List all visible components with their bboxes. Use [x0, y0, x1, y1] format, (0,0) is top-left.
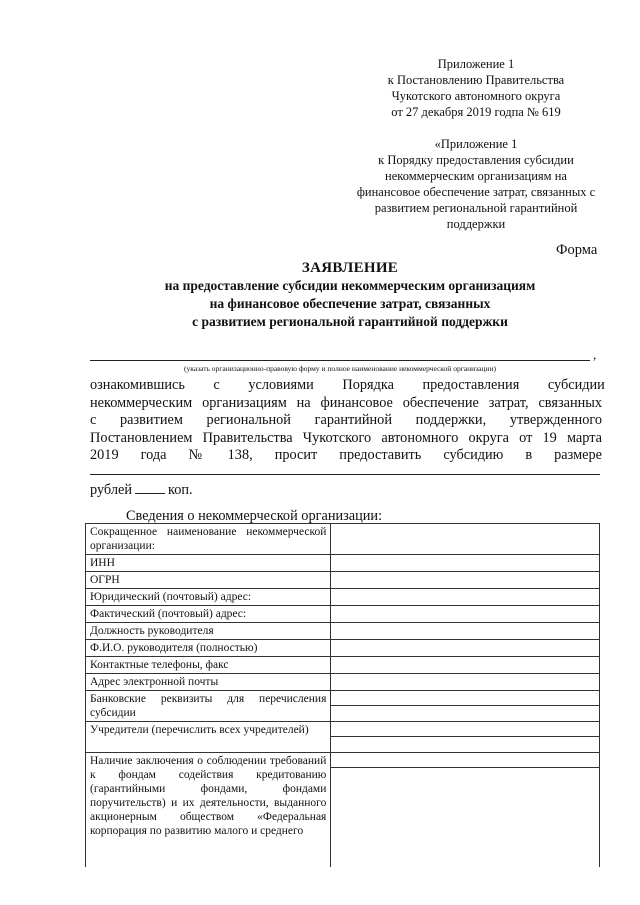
table-row	[86, 674, 600, 691]
table-label-cell: ОГРН	[86, 572, 331, 589]
organization-name-comma: ,	[593, 347, 597, 362]
body-line: некоммерческим организациям на финансовое обеспечение затрат, связанных	[90, 394, 602, 411]
kopecks-label: коп.	[167, 482, 193, 498]
title-line: на финансовое обеспечение затрат, связанных	[209, 296, 491, 311]
appendix1-line: от 27 декабря 2019 годпа № 619	[391, 105, 561, 119]
value-cell-divider	[331, 736, 599, 737]
application-body-text	[90, 377, 605, 465]
organization-info-table	[85, 523, 600, 867]
table-value-cell[interactable]	[331, 640, 600, 657]
rubles-kopecks-line	[90, 480, 193, 499]
organization-name-hint: (указать организационно-правовую форму и полное наименование некоммерческой организации)	[184, 364, 496, 373]
table-label-cell: Контактные телефоны, факс	[86, 657, 331, 674]
table-row	[86, 589, 600, 606]
organization-name-field[interactable]	[90, 350, 590, 361]
table-value-cell[interactable]	[331, 606, 600, 623]
table-label-cell: Должность руководителя	[86, 623, 331, 640]
table-label-cell: Фактический (почтовый) адрес:	[86, 606, 331, 623]
form-label: Форма	[556, 242, 598, 258]
table-label-cell: Банковские реквизиты для перечисления субсидии	[86, 691, 331, 722]
table-row	[86, 606, 600, 623]
table-row	[86, 555, 600, 572]
document-title	[60, 259, 640, 331]
value-cell-divider	[331, 767, 599, 768]
body-line: ознакомившись с условиями Порядка предоставления субсидии	[90, 377, 605, 393]
table-value-cell[interactable]	[331, 589, 600, 606]
appendix2-line: к Порядку предоставления субсидии	[378, 153, 574, 167]
table-value-cell[interactable]	[331, 572, 600, 589]
table-label-cell: Ф.И.О. руководителя (полностью)	[86, 640, 331, 657]
subsidy-amount-field[interactable]	[90, 469, 600, 475]
table-label-cell: Наличие заключения о соблюдении требований к фондам содействия кредитованию (гарантийными фондами, фондами поручительств) и их деятельности, выданного акционерным обществом «Федеральная корпорация по развитию малого и среднего	[86, 753, 331, 868]
title-line: на предоставление субсидии некоммерческим организациям	[164, 278, 536, 293]
appendix1-line: Приложение 1	[437, 57, 515, 71]
appendix2-line: некоммерческим организациям на	[385, 169, 567, 183]
appendix2-line: «Приложение 1	[434, 137, 518, 151]
table-row	[86, 572, 600, 589]
body-line: Постановлением Правительства Чукотского автономного округа от 19 марта	[90, 429, 602, 446]
table-label-cell: ИНН	[86, 555, 331, 572]
table-value-cell[interactable]	[331, 753, 600, 868]
table-value-cell[interactable]	[331, 674, 600, 691]
body-line: с развитием региональной гарантийной поддержки, утвержденного	[90, 412, 602, 428]
table-row	[86, 753, 600, 868]
table-label-cell: Адрес электронной почты	[86, 674, 331, 691]
appendix2-line: поддержки	[446, 217, 506, 231]
appendix2-line: финансовое обеспечение затрат, связанных с	[356, 185, 596, 199]
value-cell-divider	[331, 705, 599, 706]
title-line: с развитием региональной гарантийной поддержки	[192, 314, 508, 329]
table-row	[86, 623, 600, 640]
table-row	[86, 640, 600, 657]
appendix-header-resolution	[356, 56, 596, 120]
table-row	[86, 691, 600, 722]
table-value-cell[interactable]	[331, 722, 600, 753]
title-main: ЗАЯВЛЕНИЕ	[301, 260, 399, 276]
table-row	[86, 722, 600, 753]
table-row	[86, 657, 600, 674]
table-row	[86, 524, 600, 555]
table-value-cell[interactable]	[331, 691, 600, 722]
kopecks-field[interactable]	[135, 480, 165, 494]
appendix-header-procedure	[345, 136, 607, 232]
body-line: 2019 года № 138, просит предоставить субсидию в размере	[90, 447, 602, 463]
table-value-cell[interactable]	[331, 657, 600, 674]
appendix1-line: Чукотского автономного округа	[391, 89, 561, 103]
table-label-cell: Сокращенное наименование некоммерческой организации:	[86, 524, 331, 555]
table-label-cell: Юридический (почтовый) адрес:	[86, 589, 331, 606]
info-section-heading: Сведения о некоммерческой организации:	[126, 508, 383, 524]
table-value-cell[interactable]	[331, 555, 600, 572]
table-label-cell: Учредители (перечислить всех учредителей)	[86, 722, 331, 753]
appendix2-line: развитием региональной гарантийной	[374, 201, 578, 215]
rubles-label: рублей	[90, 482, 132, 498]
table-value-cell[interactable]	[331, 524, 600, 555]
table-value-cell[interactable]	[331, 623, 600, 640]
appendix1-line: к Постановлению Правительства	[387, 73, 565, 87]
